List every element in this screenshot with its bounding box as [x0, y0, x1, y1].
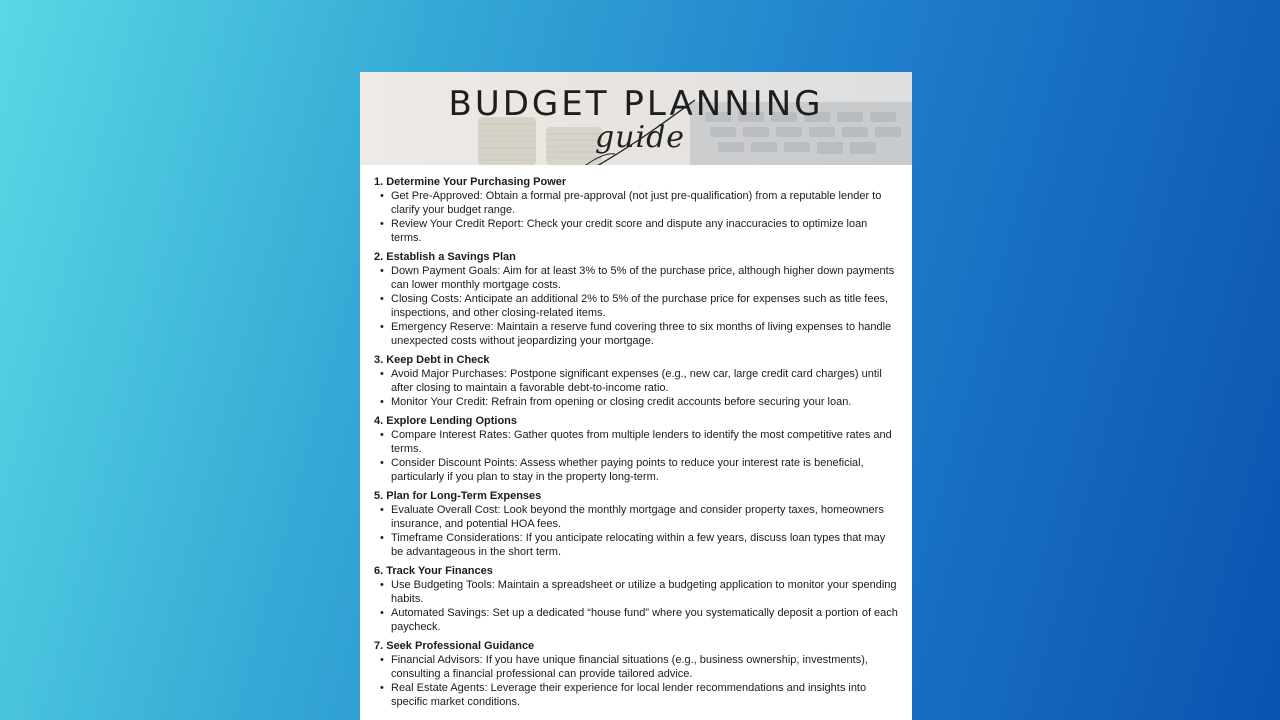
list-item-text: Review Your Credit Report: Check your credit score and dispute any inaccuracies to optimize loan terms.	[391, 218, 868, 244]
list-item-text: Closing Costs: Anticipate an additional 2% to 5% of the purchase price for expenses such as title fees, inspections, and other closing-related items.	[391, 293, 889, 319]
bullet-icon: •	[380, 607, 384, 619]
list-item-text: Monitor Your Credit: Refrain from opening or closing credit accounts before securing your loan.	[391, 396, 852, 408]
list-item	[380, 606, 898, 634]
guide-content	[374, 175, 898, 714]
header-banner	[360, 72, 912, 165]
section-title: 3. Keep Debt in Check	[374, 354, 490, 366]
bullet-icon: •	[380, 682, 384, 694]
section-title: 7. Seek Professional Guidance	[374, 640, 535, 652]
page-title: BUDGET PLANNING	[448, 84, 824, 124]
list-item	[380, 367, 898, 395]
bullet-icon: •	[380, 429, 384, 441]
section-long-term	[374, 489, 898, 559]
list-item	[380, 320, 898, 348]
list-item-text: Consider Discount Points: Assess whether paying points to reduce your interest rate is beneficial, particularly if you plan to stay in the property long-term.	[391, 457, 864, 483]
bullet-icon: •	[380, 293, 384, 305]
list-item-text: Get Pre-Approved: Obtain a formal pre-approval (not just pre-qualification) from a reputable lender to clarify your budget range.	[391, 190, 882, 216]
bullet-icon: •	[380, 396, 384, 408]
list-item-text: Evaluate Overall Cost: Look beyond the monthly mortgage and consider property taxes, homeowners insurance, and potential HOA fees.	[391, 504, 884, 530]
bullet-icon: •	[380, 265, 384, 277]
section-debt	[374, 353, 898, 409]
list-item	[380, 264, 898, 292]
section-title: 6. Track Your Finances	[374, 565, 493, 577]
list-item-text: Financial Advisors: If you have unique financial situations (e.g., business ownership, investments), consulting a financial professional can provide tailored advice.	[391, 654, 868, 680]
section-lending-options	[374, 414, 898, 484]
list-item-text: Down Payment Goals: Aim for at least 3% to 5% of the purchase price, although higher down payments can lower monthly mortgage costs.	[391, 265, 895, 291]
list-item-text: Real Estate Agents: Leverage their experience for local lender recommendations and insights into specific market conditions.	[391, 682, 867, 708]
list-item-text: Use Budgeting Tools: Maintain a spreadsheet or utilize a budgeting application to monitor your spending habits.	[391, 579, 897, 605]
bullet-icon: •	[380, 654, 384, 666]
budget-guide-page	[360, 72, 912, 720]
section-title: 4. Explore Lending Options	[374, 415, 518, 427]
list-item	[380, 395, 898, 409]
section-track-finances	[374, 564, 898, 634]
list-item-text: Emergency Reserve: Maintain a reserve fund covering three to six months of living expenses to handle unexpected costs without jeopardizing your mortgage.	[391, 321, 892, 347]
bullet-icon: •	[380, 532, 384, 544]
list-item	[380, 428, 898, 456]
list-item-text: Timeframe Considerations: If you anticipate relocating within a few years, discuss loan types that may be advantageous in the short term.	[391, 532, 886, 558]
section-list	[374, 189, 898, 245]
list-item	[380, 578, 898, 606]
list-item-text: Avoid Major Purchases: Postpone significant expenses (e.g., new car, large credit card charges) until after closing to maintain a favorable debt-to-income ratio.	[391, 368, 882, 394]
list-item-text: Automated Savings: Set up a dedicated “house fund” where you systematically deposit a portion of each paycheck.	[391, 607, 898, 633]
bullet-icon: •	[380, 579, 384, 591]
bullet-icon: •	[380, 321, 384, 333]
list-item	[380, 217, 898, 245]
list-item	[380, 681, 898, 709]
list-item	[380, 531, 898, 559]
list-item	[380, 189, 898, 217]
section-title: 1. Determine Your Purchasing Power	[374, 176, 567, 188]
bullet-icon: •	[380, 504, 384, 516]
bullet-icon: •	[380, 190, 384, 202]
section-title: 2. Establish a Savings Plan	[374, 251, 516, 263]
section-title: 5. Plan for Long-Term Expenses	[374, 490, 542, 502]
page-subtitle: guide	[594, 120, 686, 155]
list-item-text: Compare Interest Rates: Gather quotes from multiple lenders to identify the most competitive rates and terms.	[391, 429, 892, 455]
section-purchasing-power	[374, 175, 898, 245]
section-list	[374, 264, 898, 348]
section-list	[374, 503, 898, 559]
list-item	[380, 653, 898, 681]
section-professional-guidance	[374, 639, 898, 709]
list-item	[380, 503, 898, 531]
section-list	[374, 428, 898, 484]
bullet-icon: •	[380, 218, 384, 230]
list-item	[380, 456, 898, 484]
list-item	[380, 292, 898, 320]
bullet-icon: •	[380, 368, 384, 380]
section-list	[374, 578, 898, 634]
section-list	[374, 653, 898, 709]
section-savings-plan	[374, 250, 898, 348]
bullet-icon: •	[380, 457, 384, 469]
section-list	[374, 367, 898, 409]
